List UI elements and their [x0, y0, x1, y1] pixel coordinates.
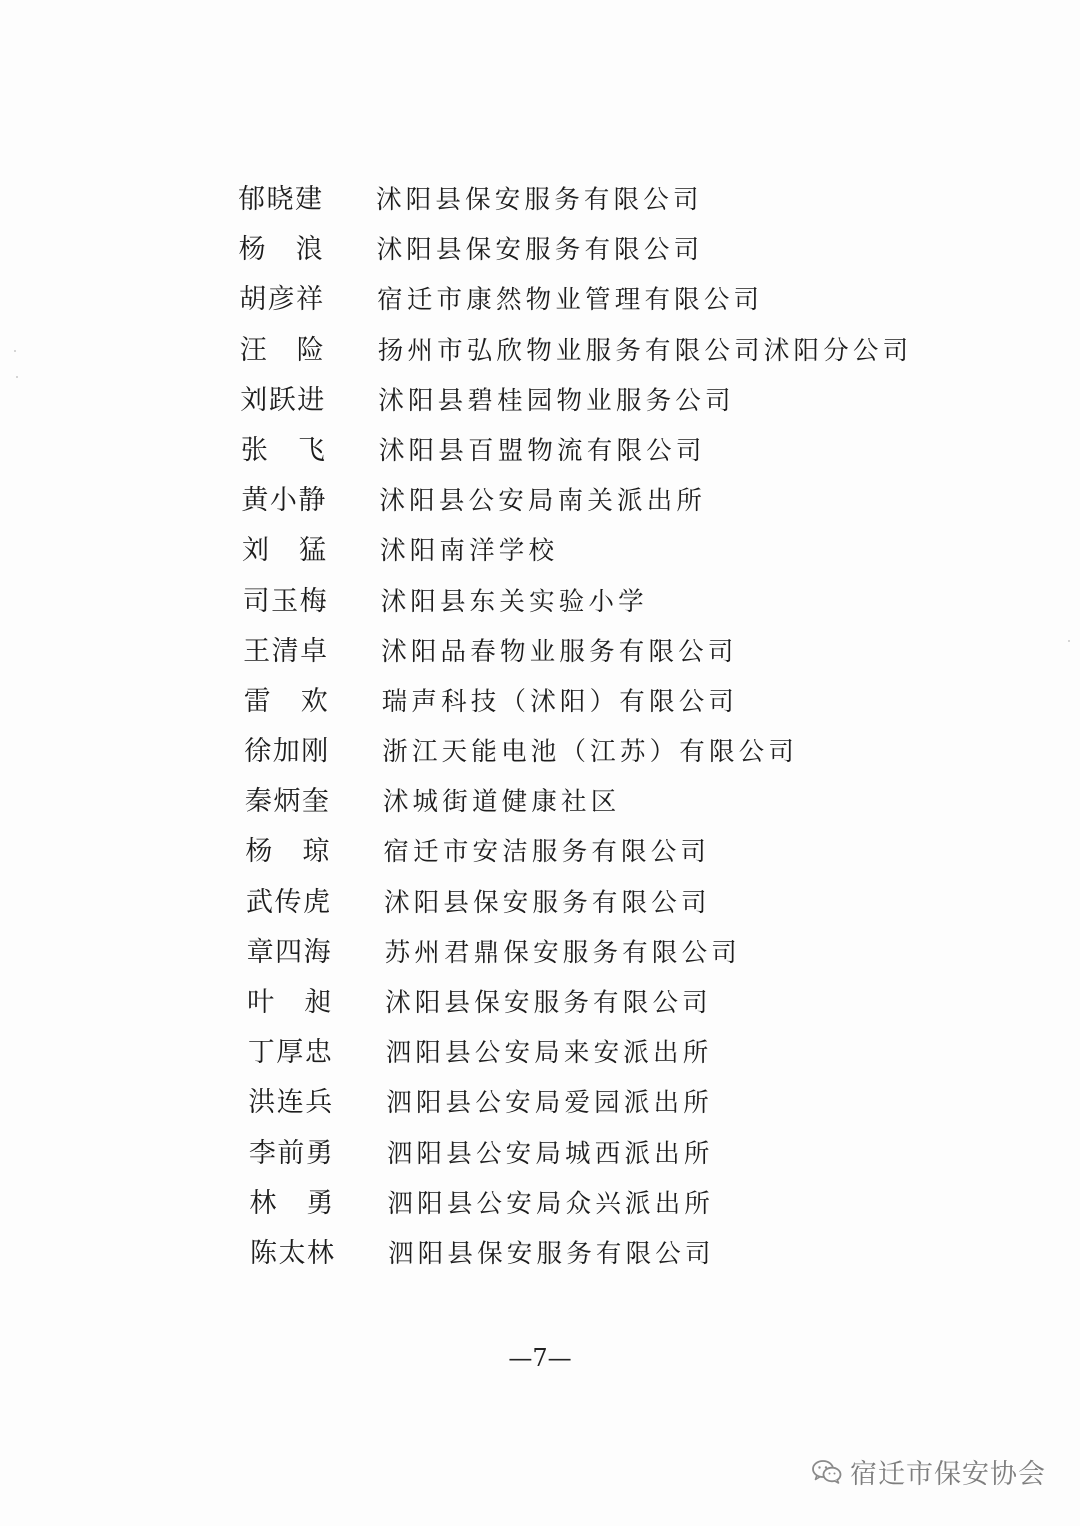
person-name	[244, 727, 328, 777]
name-character: 勇	[305, 1137, 333, 1169]
organization-name: 泗阳县公安局众兴派出所	[387, 1188, 715, 1219]
person-name	[243, 577, 327, 627]
person-name	[240, 326, 324, 376]
name-character: 梅	[299, 585, 327, 617]
name-character: 杨	[245, 836, 273, 868]
organization-name: 泗阳县保安服务有限公司	[388, 1238, 715, 1269]
name-character: 兵	[305, 1087, 333, 1119]
name-list	[0, 175, 1080, 1279]
person-name	[238, 175, 322, 225]
name-character: 猛	[299, 535, 326, 567]
list-item	[0, 225, 1080, 275]
name-character: 传	[274, 886, 302, 918]
name-character: 小	[269, 485, 297, 517]
name-character: 黄	[241, 485, 269, 517]
organization-name: 沭阳县碧桂园物业服务公司	[378, 385, 735, 416]
name-character: 前	[277, 1137, 305, 1169]
name-character: 刘	[242, 535, 269, 567]
list-item	[0, 275, 1080, 325]
organization-name: 宿迁市安洁服务有限公司	[383, 837, 711, 868]
person-name	[241, 476, 325, 526]
organization-name: 泗阳县公安局爱园派出所	[386, 1088, 713, 1119]
name-character: 章	[246, 936, 274, 968]
organization-name: 沭阳县保安服务有限公司	[376, 185, 703, 215]
name-character: 忠	[304, 1037, 332, 1069]
name-character: 奎	[301, 786, 329, 818]
person-name	[239, 275, 323, 325]
list-item	[0, 777, 1080, 827]
organization-name: 泗阳县公安局城西派出所	[386, 1138, 714, 1169]
name-character: 张	[240, 434, 268, 466]
organization-name: 沭阳南洋学校	[380, 536, 559, 567]
name-character: 雷	[243, 685, 271, 717]
organization-name: 沭阳品春物业服务有限公司	[381, 636, 738, 667]
name-character: 太	[278, 1237, 306, 1269]
scan-speck	[14, 350, 16, 352]
list-item	[0, 476, 1080, 526]
name-character: 险	[296, 334, 324, 366]
person-name	[247, 928, 331, 978]
name-character: 陈	[250, 1237, 277, 1269]
list-item	[0, 426, 1080, 476]
name-character: 林	[307, 1237, 334, 1269]
name-character: 四	[275, 936, 303, 968]
name-character: 卓	[300, 635, 328, 667]
name-character: 飞	[297, 434, 325, 466]
name-character: 王	[243, 635, 271, 667]
list-item	[0, 978, 1080, 1028]
organization-name: 浙江天能电池（江苏）有限公司	[382, 737, 799, 768]
name-character: 洪	[248, 1087, 276, 1119]
organization-name: 沭阳县保安服务有限公司	[385, 988, 712, 1018]
person-name	[241, 426, 325, 476]
organization-name: 沭阳县保安服务有限公司	[376, 235, 704, 266]
name-character: 武	[246, 886, 273, 918]
list-item	[0, 577, 1080, 627]
name-character: 杨	[238, 234, 266, 266]
name-character: 清	[271, 635, 299, 667]
wechat-icon	[812, 1459, 842, 1485]
name-character: 祥	[296, 284, 324, 316]
name-character: 炳	[273, 786, 301, 818]
list-item	[0, 627, 1080, 677]
person-name	[249, 1179, 333, 1229]
person-name	[243, 627, 327, 677]
name-character: 跃	[268, 384, 296, 416]
name-character: 静	[298, 485, 326, 517]
organization-name: 沭阳县东关实验小学	[380, 586, 648, 617]
name-character: 加	[272, 736, 300, 768]
name-character: 司	[242, 585, 270, 617]
organization-name: 沭阳县保安服务有限公司	[384, 887, 711, 918]
name-character: 汪	[239, 334, 267, 366]
list-item	[0, 928, 1080, 978]
name-character: 琼	[302, 836, 330, 868]
list-item	[0, 677, 1080, 727]
name-character: 浪	[295, 234, 323, 266]
organization-name: 沭阳县公安局南关派出所	[379, 486, 707, 517]
watermark-text: 宿迁市保安协会	[850, 1459, 1046, 1490]
organization-name: 宿迁市康然物业管理有限公司	[377, 285, 764, 316]
organization-name: 扬州市弘欣物业服务有限公司沭阳分公司	[377, 335, 913, 366]
name-character: 刚	[301, 736, 329, 768]
organization-name: 瑞声科技（沭阳）有限公司	[381, 686, 739, 717]
name-character: 彦	[267, 284, 295, 316]
list-item	[0, 326, 1080, 376]
name-character: 勇	[306, 1187, 334, 1219]
page-number: —7—	[508, 1344, 572, 1372]
person-name	[246, 878, 330, 928]
person-name	[239, 225, 323, 275]
name-character: 林	[249, 1187, 277, 1219]
person-name	[245, 827, 329, 877]
list-item	[0, 1028, 1080, 1078]
name-character: 刘	[240, 384, 268, 416]
name-character: 丁	[247, 1037, 275, 1069]
name-character: 建	[295, 184, 322, 215]
name-character: 晓	[266, 184, 294, 215]
person-name	[240, 376, 324, 426]
name-character: 海	[303, 936, 331, 968]
name-character: 郁	[238, 184, 265, 215]
person-name	[248, 1078, 332, 1128]
name-character: 欢	[300, 685, 328, 717]
person-name	[247, 978, 331, 1028]
name-character: 徐	[244, 736, 272, 768]
organization-name: 沭阳县百盟物流有限公司	[378, 435, 706, 466]
name-character: 秦	[244, 786, 272, 818]
list-item	[0, 1129, 1080, 1179]
name-character: 胡	[239, 284, 267, 316]
name-character: 厚	[276, 1037, 304, 1069]
organization-name: 泗阳县公安局来安派出所	[385, 1038, 713, 1069]
person-name	[249, 1129, 333, 1179]
scan-speck	[1068, 640, 1070, 642]
person-name	[248, 1028, 332, 1078]
name-character: 进	[297, 384, 325, 416]
list-item	[0, 827, 1080, 877]
person-name	[242, 526, 326, 576]
list-item	[0, 175, 1080, 225]
name-character: 李	[248, 1137, 276, 1169]
name-character: 玉	[271, 585, 299, 617]
list-item	[0, 1078, 1080, 1128]
list-item	[0, 878, 1080, 928]
name-character: 虎	[303, 886, 330, 918]
list-item	[0, 1229, 1080, 1279]
organization-name: 苏州君鼎保安服务有限公司	[384, 937, 741, 968]
list-item	[0, 727, 1080, 777]
list-item	[0, 1179, 1080, 1229]
list-item	[0, 376, 1080, 426]
person-name	[244, 677, 328, 727]
name-character: 叶	[247, 987, 275, 1018]
scan-speck	[16, 376, 18, 378]
list-item	[0, 526, 1080, 576]
organization-name: 沭城街道健康社区	[382, 787, 621, 818]
name-character: 昶	[304, 987, 332, 1018]
person-name	[245, 777, 329, 827]
name-character: 连	[276, 1087, 304, 1119]
watermark	[812, 1452, 1046, 1491]
person-name	[250, 1229, 334, 1279]
